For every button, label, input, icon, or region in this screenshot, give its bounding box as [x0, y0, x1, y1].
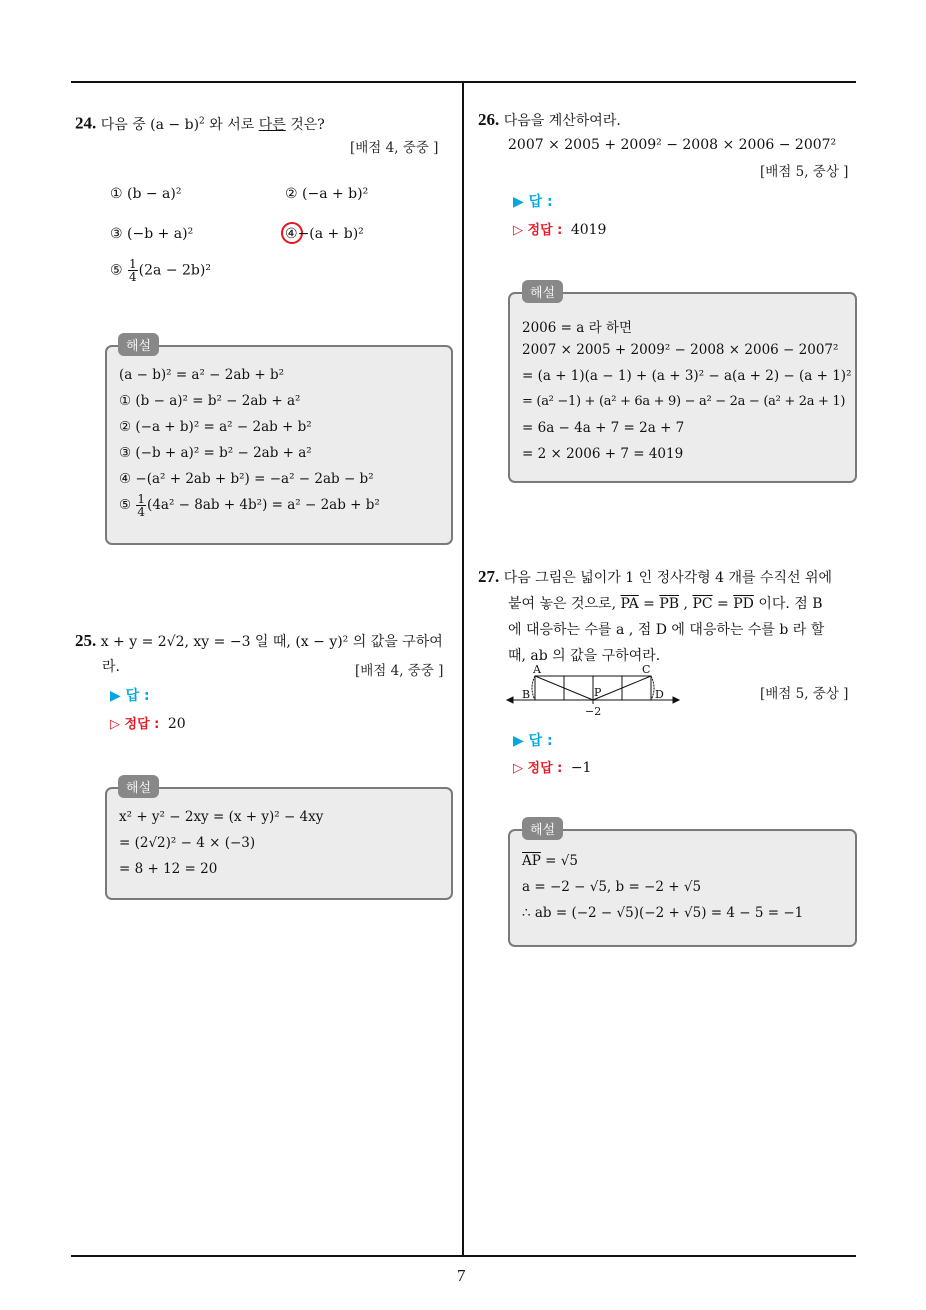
- q26-correct: ▷ 정답 : 4019: [513, 222, 607, 238]
- q27-sol-line: a = −2 − √5, b = −2 + √5: [522, 879, 702, 895]
- q25-correct: ▷ 정답 : 20: [110, 716, 186, 732]
- q24-sol-line: (a − b)² = a² − 2ab + b²: [119, 367, 285, 383]
- segment-pd: $\overline{PD}$: [733, 596, 754, 612]
- q27-answer-label: ▶ 답 :: [513, 733, 553, 749]
- q24-sol-line-5: ⑤ $\frac{1}{4}$ (4a² − 8ab + 4b²) = a² − 2ab + b²: [119, 492, 380, 519]
- q24-header: [75, 109, 325, 138]
- q26-sol-line: = 2 × 2006 + 7 = 4019: [522, 446, 684, 462]
- q26-number: 26.: [478, 110, 500, 129]
- q24-option-5[interactable]: ⑤ $\frac{1}{4}$ (2a − 2b)²: [110, 257, 211, 284]
- q26-expression: 2007 × 2005 + 2009² − 2008 × 2006 − 2007²: [508, 137, 837, 153]
- q27-line-3: 에 대응하는 수를 a , 점 D 에 대응하는 수를 b 라 할: [508, 622, 825, 638]
- q25-header: [75, 630, 443, 655]
- q27-header: [478, 566, 832, 591]
- q26-sol-line: = 6a − 4a + 7 = 2a + 7: [522, 420, 685, 436]
- q27-line-1: 다음 그림은 넓이가 1 인 정사각형 4 개를 수직선 위에: [503, 570, 833, 586]
- q25-sol-line: = 8 + 12 = 20: [119, 861, 218, 877]
- bottom-rule: [71, 1255, 856, 1257]
- page-number: 7: [457, 1266, 466, 1285]
- q24-solution-tag: 해설: [118, 333, 159, 356]
- column-divider: [462, 81, 464, 1256]
- q27-correct: ▷ 정답 : −1: [513, 760, 592, 776]
- q26-meta: [배점 5, 중상 ]: [760, 164, 849, 180]
- q24-sol-line: ① (b − a)² = b² − 2ab + a²: [119, 393, 301, 409]
- q27-solution-tag: 해설: [522, 817, 563, 840]
- q26-answer-label: ▶ 답 :: [513, 194, 553, 210]
- q26-header: [478, 109, 621, 134]
- q27-sol-line-1: $\overline{AP} = √5$: [522, 853, 578, 869]
- q25-solution-box: [105, 787, 453, 900]
- q26-solution-tag: 해설: [522, 280, 563, 303]
- segment-pc: $\overline{PC}$: [692, 596, 713, 612]
- q27-line-4: 때, ab 의 값을 구하여라.: [508, 648, 661, 664]
- q25-correct-value: 20: [167, 716, 186, 732]
- q24-solution-box: [105, 345, 453, 545]
- q24-number: 24.: [75, 113, 97, 133]
- q26-text: 다음을 계산하여라.: [503, 113, 621, 129]
- q25-text-2: 라.: [102, 659, 120, 675]
- q26-correct-value: 4019: [570, 222, 607, 238]
- q26-solution-box: [508, 292, 857, 483]
- top-rule: [71, 81, 856, 83]
- q26-sol-line: 2007 × 2005 + 2009² − 2008 × 2006 − 2007²: [522, 342, 839, 358]
- label-d: D: [655, 688, 664, 701]
- q24-sol-line: ③ (−b + a)² = b² − 2ab + a²: [119, 445, 312, 461]
- label-c: C: [642, 663, 651, 676]
- label-a: A: [533, 663, 541, 676]
- q24-sol-line: ② (−a + b)² = a² − 2ab + b²: [119, 419, 312, 435]
- segment-pb: $\overline{PB}$: [659, 596, 680, 612]
- label-b: B: [522, 688, 531, 701]
- q24-text: 다음 중 $(a - b)^2$ 와 서로 다른 것은?: [100, 116, 325, 133]
- q25-answer-label: ▶ 답 :: [110, 688, 150, 704]
- q24-option-2[interactable]: ② (−a + b)²: [285, 186, 369, 202]
- q24-sol-line: ④ −(a² + 2ab + b²) = −a² − 2ab − b²: [119, 471, 374, 487]
- q25-text-1: x + y = 2√2, xy = −3 일 때, (x − y)² 의 값을 구하여: [100, 634, 443, 650]
- q24-option-1[interactable]: ① (b − a)²: [110, 186, 182, 202]
- label-p: P: [594, 686, 602, 699]
- q25-sol-line: = (2√2)² − 4 × (−3): [119, 835, 256, 851]
- q26-sol-line: = (a + 1)(a − 1) + (a + 3)² − a(a + 2) − (a + 1)²: [522, 368, 852, 384]
- q24-meta: [배점 4, 중중 ]: [350, 140, 439, 156]
- q25-solution-tag: 해설: [118, 775, 159, 798]
- label-tick: −2: [585, 705, 602, 718]
- q27-correct-value: −1: [570, 760, 592, 776]
- q27-line-2: 붙여 놓은 것으로, $\overline{PA} = \overline{PB}$ , $\overline{PC} = \overline{PD}$ 이다. 점 B: [508, 596, 823, 612]
- q27-meta: [배점 5, 중상 ]: [760, 686, 849, 702]
- q27-sol-line: ∴ ab = (−2 − √5)(−2 + √5) = 4 − 5 = −1: [522, 905, 804, 921]
- q27-number: 27.: [478, 567, 500, 586]
- q26-sol-line: 2006 = a 라 하면: [522, 320, 633, 336]
- q27-solution-box: [508, 829, 857, 947]
- q24-option-3[interactable]: ③ (−b + a)²: [110, 226, 194, 242]
- q26-sol-line: = (a² −1) + (a² + 6a + 9) − a² − 2a − (a² + 2a + 1): [522, 394, 846, 409]
- segment-pa: $\overline{PA}$: [620, 596, 639, 612]
- q24-option-4[interactable]: ④−(a + b)²: [285, 226, 364, 242]
- q25-sol-line: x² + y² − 2xy = (x + y)² − 4xy: [119, 809, 324, 825]
- q25-number: 25.: [75, 631, 97, 650]
- q27-figure: [505, 662, 685, 720]
- q25-meta: [배점 4, 중중 ]: [355, 663, 444, 679]
